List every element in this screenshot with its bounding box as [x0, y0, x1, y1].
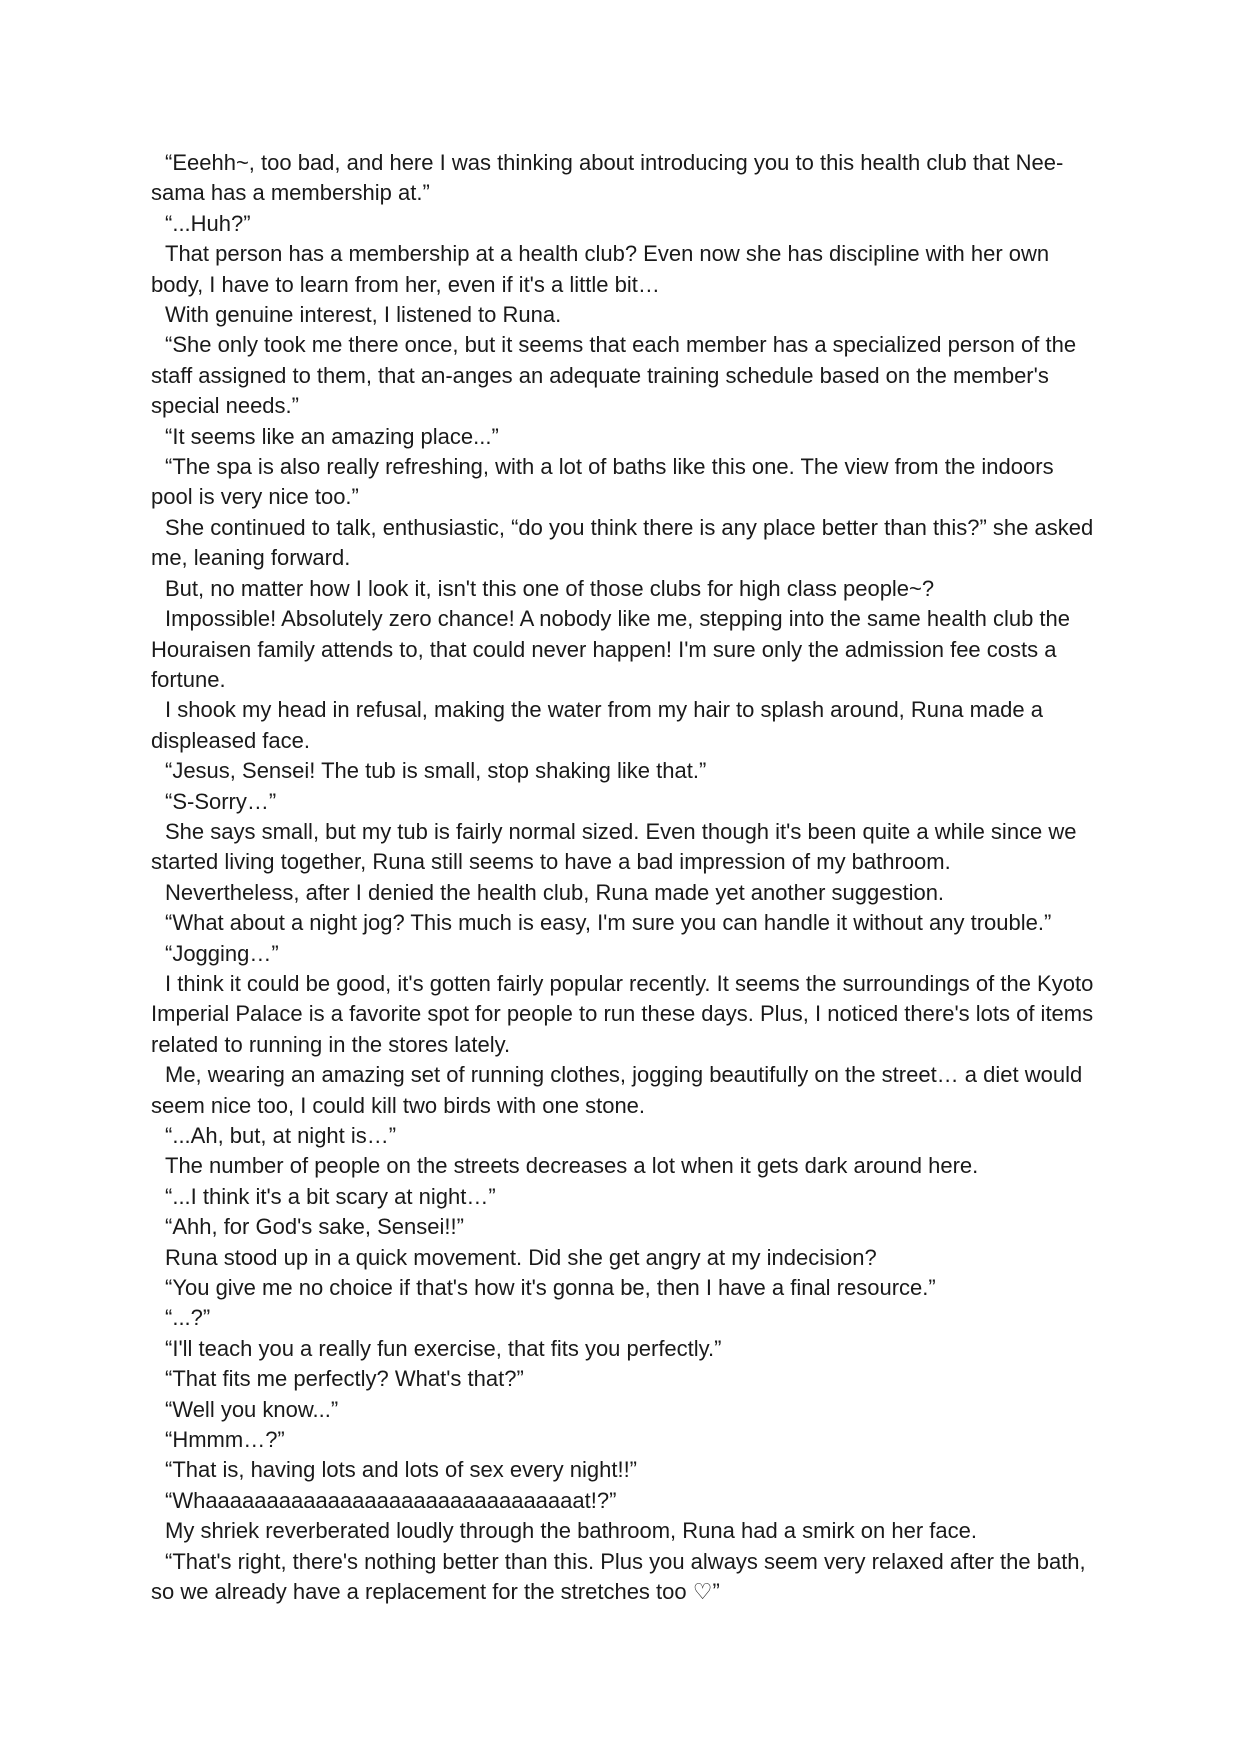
paragraph: “Hmmm…?” — [165, 1427, 285, 1453]
paragraph: With genuine interest, I listened to Runa. — [165, 302, 562, 328]
paragraph: Impossible! Absolutely zero chance! A nobody like me, stepping into the same health club the Houraisen family attends to, that could never happen! I'm sure only the admission fee costs a fortune. — [151, 606, 1070, 692]
paragraph: “That fits me perfectly? What's that?” — [165, 1366, 524, 1392]
paragraph: “It seems like an amazing place...” — [165, 423, 499, 449]
paragraph: “Jogging…” — [165, 940, 279, 966]
paragraph: Me, wearing an amazing set of running clothes, jogging beautifully on the street… a diet would seem nice too, I could kill two birds with one stone. — [151, 1062, 1083, 1118]
paragraph: “That's right, there's nothing better than this. Plus you always seem very relaxed after the bath, so we already have a replacement for the stretches too ♡” — [151, 1548, 1086, 1605]
paragraph: “What about a night jog? This much is easy, I'm sure you can handle it without any trouble.” — [165, 910, 1052, 936]
paragraph: She continued to talk, enthusiastic, “do you think there is any place better than this?” she asked me, leaning forward. — [151, 514, 1094, 571]
paragraph: “...Ah, but, at night is…” — [165, 1123, 397, 1148]
paragraph: “Well you know...” — [165, 1396, 339, 1422]
paragraph: “Eeehh~, too bad, and here I was thinking about introducing you to this health club that Nee-sama has a membership at.” — [151, 150, 1064, 206]
paragraph: I think it could be good, it's gotten fairly popular recently. It seems the surroundings of the Kyoto Imperial Palace is a favorite spot for people to run these days. Plus, I noticed there's lots of items related to running in the stores lately. — [151, 970, 1094, 1057]
paragraph: “...?” — [165, 1305, 211, 1331]
paragraph: “Ahh, for God's sake, Sensei!!” — [165, 1214, 464, 1240]
paragraph: The number of people on the streets decreases a lot when it gets dark around here. — [165, 1153, 979, 1179]
paragraph: But, no matter how I look it, isn't this one of those clubs for high class people~? — [165, 575, 935, 601]
paragraph: “She only took me there once, but it seems that each member has a specialized person of the staff assigned to them, that an-anges an adequate training schedule based on the member's special needs.” — [151, 332, 1077, 419]
paragraph: “...Huh?” — [165, 210, 251, 236]
paragraph: “S-Sorry…” — [165, 788, 277, 814]
paragraph: Runa stood up in a quick movement. Did she get angry at my indecision? — [165, 1244, 877, 1270]
paragraph: She says small, but my tub is fairly normal sized. Even though it's been quite a while since we started living together, Runa still seems to have a bad impression of my bathroom. — [151, 818, 1077, 875]
paragraph: I shook my head in refusal, making the water from my hair to splash around, Runa made a displeased face. — [151, 697, 1043, 753]
paragraph: “Jesus, Sensei! The tub is small, stop shaking like that.” — [165, 758, 707, 784]
paragraph: That person has a membership at a health club? Even now she has discipline with her own body, I have to learn from her, even if it's a little bit… — [151, 241, 1050, 297]
story-text — [151, 148, 1096, 1608]
paragraph: “That is, having lots and lots of sex every night!!” — [165, 1457, 638, 1483]
paragraph: “I'll teach you a really fun exercise, that fits you perfectly.” — [165, 1335, 722, 1361]
paragraph: “...I think it's a bit scary at night…” — [165, 1183, 496, 1209]
paragraph: “Whaaaaaaaaaaaaaaaaaaaaaaaaaaaaaaat!?” — [165, 1487, 617, 1513]
paragraph: My shriek reverberated loudly through the bathroom, Runa had a smirk on her face. — [165, 1518, 977, 1544]
paragraph: Nevertheless, after I denied the health club, Runa made yet another suggestion. — [165, 879, 945, 905]
paragraph: “The spa is also really refreshing, with a lot of baths like this one. The view from the indoors pool is very nice too.” — [151, 454, 1054, 510]
paragraph: “You give me no choice if that's how it's gonna be, then I have a final resource.” — [165, 1275, 936, 1301]
